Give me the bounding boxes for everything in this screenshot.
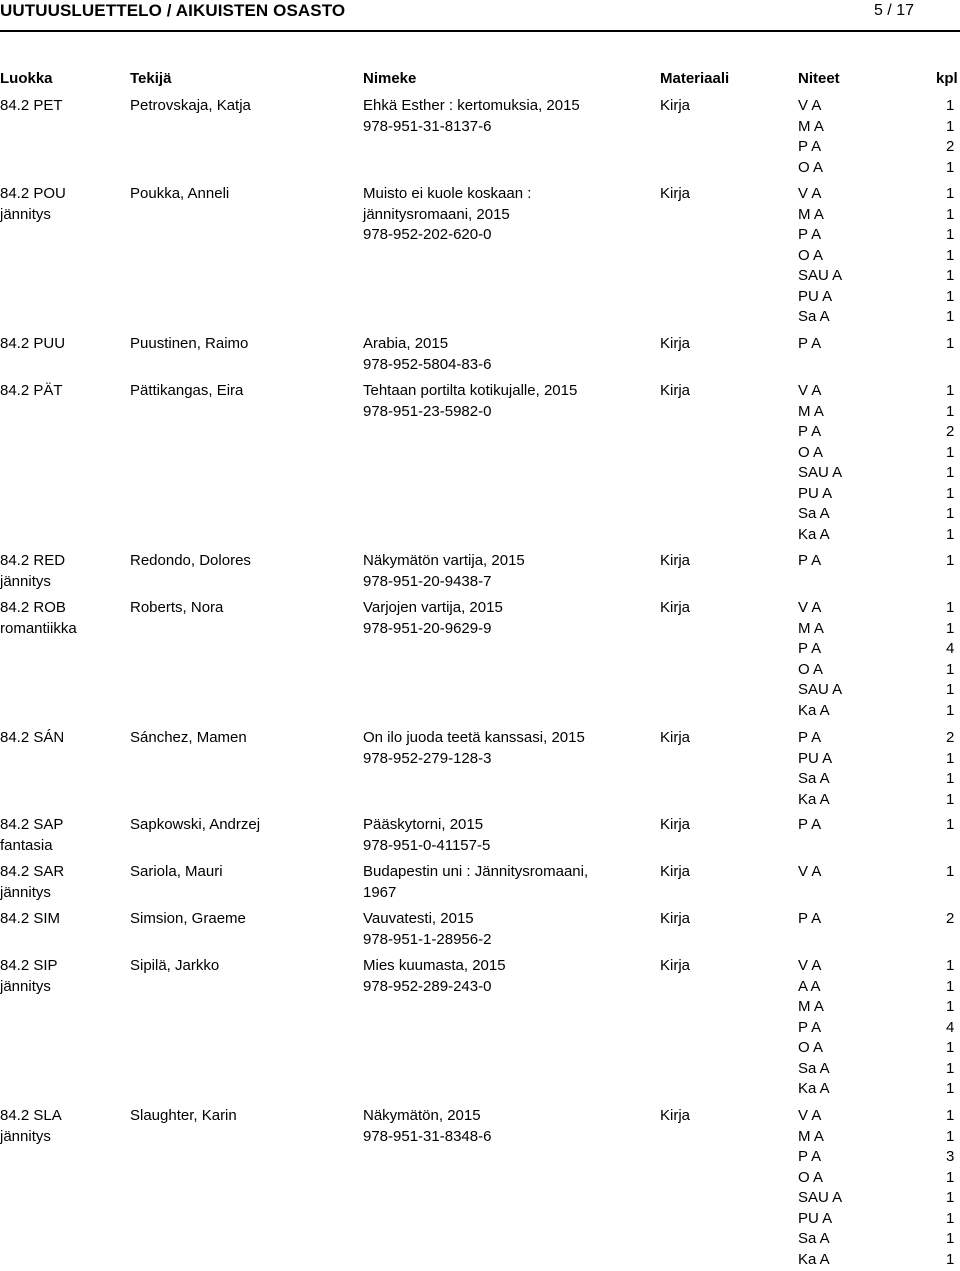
entry-luokka bbox=[0, 334, 125, 355]
copy-location: Ka A bbox=[798, 1250, 830, 1268]
luokka-line: jännitys bbox=[0, 883, 51, 901]
copy-count: 2 bbox=[946, 138, 955, 155]
copy-count: 1 bbox=[946, 1230, 955, 1247]
copy-location: P A bbox=[798, 816, 822, 833]
copy-count: 1 bbox=[946, 464, 955, 481]
copy-row bbox=[798, 1079, 958, 1100]
entry-author bbox=[130, 815, 355, 836]
copy-row bbox=[798, 443, 958, 464]
entry-author bbox=[130, 96, 355, 117]
copy-location: V A bbox=[798, 599, 822, 616]
copy-row bbox=[798, 117, 958, 138]
title-line: Budapestin uni : Jännitysromaani, bbox=[363, 863, 589, 880]
copy-row bbox=[798, 1229, 958, 1250]
copy-row bbox=[798, 334, 958, 355]
material-type: Kirja bbox=[660, 599, 691, 616]
title-line: Ehkä Esther : kertomuksia, 2015 bbox=[363, 97, 580, 114]
entry-author bbox=[130, 598, 355, 619]
entry-material bbox=[660, 862, 780, 883]
copy-location: O A bbox=[798, 246, 824, 264]
copy-count: 1 bbox=[946, 770, 955, 787]
entry-luokka bbox=[0, 815, 125, 856]
copy-location: P A bbox=[798, 335, 822, 352]
entry-copies bbox=[798, 728, 958, 810]
copy-row bbox=[798, 680, 958, 701]
copy-count: 1 bbox=[946, 998, 955, 1015]
column-header-nimeke: Nimeke bbox=[363, 70, 417, 87]
copy-location: M A bbox=[798, 402, 824, 420]
entry-title bbox=[363, 956, 653, 997]
copy-count: 1 bbox=[946, 552, 955, 569]
copy-count: 1 bbox=[946, 402, 955, 420]
copy-count: 1 bbox=[946, 505, 955, 522]
copy-location: Sa A bbox=[798, 505, 830, 522]
title-line: 978-952-279-128-3 bbox=[363, 749, 492, 767]
copy-row bbox=[798, 287, 958, 308]
page-current: 5 bbox=[873, 2, 883, 19]
copy-count: 2 bbox=[946, 423, 955, 440]
page-number bbox=[874, 2, 914, 20]
copy-count: 1 bbox=[946, 790, 955, 808]
copy-row bbox=[798, 660, 958, 681]
copy-row bbox=[798, 1018, 958, 1039]
copy-location: P A bbox=[798, 226, 822, 243]
copy-row bbox=[798, 619, 958, 640]
copy-count: 1 bbox=[946, 382, 955, 399]
entry-title bbox=[363, 334, 653, 375]
entry-title bbox=[363, 862, 653, 903]
copy-location: Sa A bbox=[798, 1230, 830, 1247]
entry-material bbox=[660, 598, 780, 619]
copy-count: 1 bbox=[946, 97, 955, 114]
copy-row bbox=[798, 246, 958, 267]
copy-row bbox=[798, 790, 958, 811]
column-header-kpl: kpl bbox=[936, 70, 958, 87]
copy-count: 1 bbox=[946, 681, 955, 698]
luokka-line: 84.2 SAR bbox=[0, 863, 65, 880]
copy-row bbox=[798, 184, 958, 205]
copy-count: 1 bbox=[946, 660, 955, 678]
entry-author bbox=[130, 862, 355, 883]
entry-title bbox=[363, 598, 653, 639]
entry-copies bbox=[798, 184, 958, 328]
entry-material bbox=[660, 1106, 780, 1127]
title-line: Vauvatesti, 2015 bbox=[363, 910, 474, 927]
author-name: Pättikangas, Eira bbox=[130, 382, 244, 399]
copy-count: 1 bbox=[946, 1080, 955, 1097]
copy-location: Ka A bbox=[798, 1080, 830, 1097]
entry-copies bbox=[798, 956, 958, 1100]
copy-row bbox=[798, 158, 958, 179]
title-line: Arabia, 2015 bbox=[363, 335, 449, 352]
title-line: 978-951-31-8137-6 bbox=[363, 117, 492, 135]
copy-count: 1 bbox=[946, 619, 955, 637]
author-name: Poukka, Anneli bbox=[130, 185, 230, 202]
entry-luokka bbox=[0, 598, 125, 639]
copy-location: PU A bbox=[798, 484, 833, 502]
copy-count: 1 bbox=[946, 117, 955, 135]
author-name: Sariola, Mauri bbox=[130, 863, 223, 880]
entry-author bbox=[130, 728, 355, 749]
title-line: 978-951-23-5982-0 bbox=[363, 402, 492, 420]
copy-location: V A bbox=[798, 957, 822, 974]
copy-row bbox=[798, 1188, 958, 1209]
copy-location: O A bbox=[798, 1039, 824, 1056]
entry-material bbox=[660, 956, 780, 977]
copy-count: 1 bbox=[946, 1127, 955, 1145]
header-rule bbox=[0, 30, 960, 32]
title-line: 978-952-202-620-0 bbox=[363, 226, 492, 243]
copy-row bbox=[798, 1059, 958, 1080]
entry-copies bbox=[798, 551, 958, 572]
entry-title bbox=[363, 815, 653, 856]
entry-author bbox=[130, 334, 355, 355]
author-name: Sánchez, Mamen bbox=[130, 729, 247, 746]
copy-count: 4 bbox=[946, 1018, 955, 1036]
copy-row bbox=[798, 402, 958, 423]
title-line: Näkymätön vartija, 2015 bbox=[363, 552, 525, 569]
copy-row bbox=[798, 484, 958, 505]
title-line: Näkymätön, 2015 bbox=[363, 1107, 481, 1124]
copy-location: P A bbox=[798, 423, 822, 440]
entry-author bbox=[130, 956, 355, 977]
material-type: Kirja bbox=[660, 335, 691, 352]
entry-title bbox=[363, 381, 653, 422]
page-total: 17 bbox=[896, 2, 914, 19]
copy-location: Ka A bbox=[798, 790, 830, 808]
entry-title bbox=[363, 184, 653, 246]
entry-author bbox=[130, 381, 355, 402]
copy-row bbox=[798, 551, 958, 572]
title-line: Varjojen vartija, 2015 bbox=[363, 599, 503, 616]
copy-location: M A bbox=[798, 1127, 824, 1145]
copy-count: 1 bbox=[946, 287, 955, 305]
entry-author bbox=[130, 909, 355, 930]
luokka-line: romantiikka bbox=[0, 619, 77, 637]
luokka-line: 84.2 SAP bbox=[0, 816, 64, 833]
luokka-line: 84.2 POU bbox=[0, 185, 66, 202]
title-line: 1967 bbox=[363, 883, 397, 901]
entry-material bbox=[660, 728, 780, 749]
entry-copies bbox=[798, 334, 958, 355]
copy-count: 1 bbox=[946, 308, 955, 325]
entry-luokka bbox=[0, 381, 125, 402]
copy-row bbox=[798, 96, 958, 117]
copy-count: 1 bbox=[946, 1059, 955, 1077]
title-line: Muisto ei kuole koskaan : bbox=[363, 185, 532, 202]
copy-count: 1 bbox=[946, 185, 955, 202]
copy-location: SAU A bbox=[798, 681, 843, 698]
luokka-line: jännitys bbox=[0, 977, 51, 995]
copy-count: 1 bbox=[946, 335, 955, 352]
luokka-line: 84.2 SIM bbox=[0, 910, 61, 927]
copy-count: 1 bbox=[946, 977, 955, 995]
entry-author bbox=[130, 184, 355, 205]
copy-location: Sa A bbox=[798, 308, 830, 325]
entry-copies bbox=[798, 815, 958, 836]
copy-row bbox=[798, 909, 958, 930]
copy-row bbox=[798, 1106, 958, 1127]
entry-luokka bbox=[0, 862, 125, 903]
title-line: 978-951-31-8348-6 bbox=[363, 1127, 492, 1145]
author-name: Simsion, Graeme bbox=[130, 910, 246, 927]
copy-row bbox=[798, 525, 958, 546]
entry-material bbox=[660, 334, 780, 355]
title-line: 978-952-289-243-0 bbox=[363, 977, 492, 995]
copy-row bbox=[798, 977, 958, 998]
author-name: Sapkowski, Andrzej bbox=[130, 816, 261, 833]
entry-material bbox=[660, 909, 780, 930]
copy-count: 1 bbox=[946, 599, 955, 616]
material-type: Kirja bbox=[660, 1107, 691, 1124]
luokka-line: 84.2 ROB bbox=[0, 599, 66, 616]
copy-location: V A bbox=[798, 185, 822, 202]
entry-copies bbox=[798, 862, 958, 883]
copy-location: P A bbox=[798, 1018, 822, 1036]
copy-row bbox=[798, 598, 958, 619]
entry-luokka bbox=[0, 184, 125, 225]
entry-luokka bbox=[0, 551, 125, 592]
copy-count: 1 bbox=[946, 749, 955, 767]
copy-count: 1 bbox=[946, 701, 955, 719]
title-line: 978-951-20-9629-9 bbox=[363, 619, 492, 637]
copy-count: 1 bbox=[946, 205, 955, 223]
copy-count: 1 bbox=[946, 1168, 955, 1186]
title-line: 978-951-1-28956-2 bbox=[363, 930, 492, 948]
material-type: Kirja bbox=[660, 729, 691, 746]
material-type: Kirja bbox=[660, 816, 691, 833]
copy-row bbox=[798, 1168, 958, 1189]
copy-location: SAU A bbox=[798, 267, 843, 284]
column-header-materiaali: Materiaali bbox=[660, 70, 730, 87]
luokka-line: fantasia bbox=[0, 836, 53, 854]
entry-title bbox=[363, 909, 653, 950]
entry-copies bbox=[798, 96, 958, 178]
copy-row bbox=[798, 1209, 958, 1230]
entry-luokka bbox=[0, 1106, 125, 1147]
copy-location: O A bbox=[798, 660, 824, 678]
copy-location: M A bbox=[798, 619, 824, 637]
entry-title bbox=[363, 728, 653, 769]
copy-row bbox=[798, 225, 958, 246]
entry-luokka bbox=[0, 909, 125, 930]
copy-location: Ka A bbox=[798, 525, 830, 543]
entry-luokka bbox=[0, 728, 125, 749]
luokka-line: 84.2 PUU bbox=[0, 335, 66, 352]
title-line: 978-951-20-9438-7 bbox=[363, 572, 492, 590]
copy-row bbox=[798, 815, 958, 836]
copy-location: Sa A bbox=[798, 1059, 830, 1077]
copy-row bbox=[798, 1147, 958, 1168]
copy-count: 1 bbox=[946, 484, 955, 502]
entry-title bbox=[363, 551, 653, 592]
entry-material bbox=[660, 96, 780, 117]
luokka-line: 84.2 RED bbox=[0, 552, 66, 569]
copy-count: 1 bbox=[946, 1107, 955, 1124]
copy-count: 1 bbox=[946, 1189, 955, 1206]
luokka-line: jännitys bbox=[0, 205, 51, 223]
copy-count: 4 bbox=[946, 640, 955, 657]
title-line: 978-952-5804-83-6 bbox=[363, 355, 492, 373]
copy-row bbox=[798, 463, 958, 484]
copy-row bbox=[798, 1127, 958, 1148]
copy-count: 1 bbox=[946, 158, 955, 176]
copy-row bbox=[798, 728, 958, 749]
copy-location: M A bbox=[798, 205, 824, 223]
material-type: Kirja bbox=[660, 185, 691, 202]
copy-count: 2 bbox=[946, 910, 955, 927]
copy-row bbox=[798, 307, 958, 328]
copy-row bbox=[798, 1038, 958, 1059]
copy-location: P A bbox=[798, 640, 822, 657]
entry-title bbox=[363, 1106, 653, 1147]
copy-row bbox=[798, 1250, 958, 1271]
luokka-line: 84.2 SÁN bbox=[0, 729, 65, 746]
page-title: UUTUUSLUETTELO / AIKUISTEN OSASTO bbox=[0, 1, 346, 20]
copy-count: 3 bbox=[946, 1148, 955, 1165]
copy-count: 1 bbox=[946, 1209, 955, 1227]
copy-location: PU A bbox=[798, 749, 833, 767]
entry-luokka bbox=[0, 96, 125, 117]
entry-author bbox=[130, 1106, 355, 1127]
title-line: Pääskytorni, 2015 bbox=[363, 816, 484, 833]
entry-title bbox=[363, 96, 653, 137]
luokka-line: 84.2 SIP bbox=[0, 957, 58, 974]
copy-count: 1 bbox=[946, 226, 955, 243]
luokka-line: jännitys bbox=[0, 1127, 51, 1145]
copy-location: P A bbox=[798, 138, 822, 155]
copy-row bbox=[798, 862, 958, 883]
copy-count: 1 bbox=[946, 246, 955, 264]
copy-row bbox=[798, 381, 958, 402]
copy-row bbox=[798, 956, 958, 977]
copy-location: V A bbox=[798, 382, 822, 399]
copy-row bbox=[798, 701, 958, 722]
column-header-niteet: Niteet bbox=[798, 70, 840, 87]
luokka-line: 84.2 PÄT bbox=[0, 382, 63, 399]
copy-location: A A bbox=[798, 977, 821, 995]
copy-row bbox=[798, 504, 958, 525]
author-name: Roberts, Nora bbox=[130, 599, 224, 616]
copy-row bbox=[798, 769, 958, 790]
copy-row bbox=[798, 997, 958, 1018]
luokka-line: 84.2 SLA bbox=[0, 1107, 62, 1124]
entry-copies bbox=[798, 1106, 958, 1270]
copy-location: V A bbox=[798, 97, 822, 114]
copy-location: SAU A bbox=[798, 464, 843, 481]
copy-location: O A bbox=[798, 158, 824, 176]
author-name: Sipilä, Jarkko bbox=[130, 957, 220, 974]
copy-location: Sa A bbox=[798, 770, 830, 787]
copy-row bbox=[798, 205, 958, 226]
entry-material bbox=[660, 381, 780, 402]
copy-location: PU A bbox=[798, 1209, 833, 1227]
copy-location: O A bbox=[798, 443, 824, 461]
entry-material bbox=[660, 184, 780, 205]
author-name: Puustinen, Raimo bbox=[130, 335, 249, 352]
luokka-line: jännitys bbox=[0, 572, 51, 590]
author-name: Redondo, Dolores bbox=[130, 552, 251, 569]
title-line: On ilo juoda teetä kanssasi, 2015 bbox=[363, 729, 585, 746]
page-separator: / bbox=[887, 2, 892, 19]
copy-count: 1 bbox=[946, 1250, 955, 1268]
copy-location: P A bbox=[798, 729, 822, 746]
column-header-tekija: Tekijä bbox=[130, 70, 172, 87]
material-type: Kirja bbox=[660, 97, 691, 114]
copy-row bbox=[798, 137, 958, 158]
copy-location: P A bbox=[798, 552, 822, 569]
copy-row bbox=[798, 422, 958, 443]
copy-location: M A bbox=[798, 998, 824, 1015]
column-header-luokka: Luokka bbox=[0, 70, 53, 87]
copy-location: M A bbox=[798, 117, 824, 135]
entry-copies bbox=[798, 598, 958, 721]
copy-count: 1 bbox=[946, 957, 955, 974]
material-type: Kirja bbox=[660, 910, 691, 927]
author-name: Slaughter, Karin bbox=[130, 1107, 237, 1124]
copy-count: 1 bbox=[946, 443, 955, 461]
title-line: 978-951-0-41157-5 bbox=[363, 836, 491, 854]
copy-count: 1 bbox=[946, 1039, 955, 1056]
material-type: Kirja bbox=[660, 382, 691, 399]
entry-material bbox=[660, 551, 780, 572]
title-line: Tehtaan portilta kotikujalle, 2015 bbox=[363, 382, 578, 399]
copy-count: 2 bbox=[946, 729, 955, 746]
material-type: Kirja bbox=[660, 863, 691, 880]
copy-row bbox=[798, 749, 958, 770]
copy-location: V A bbox=[798, 1107, 822, 1124]
title-line: Mies kuumasta, 2015 bbox=[363, 957, 506, 974]
copy-location: P A bbox=[798, 910, 822, 927]
copy-location: SAU A bbox=[798, 1189, 843, 1206]
luokka-line: 84.2 PET bbox=[0, 97, 63, 114]
entry-copies bbox=[798, 381, 958, 545]
entry-luokka bbox=[0, 956, 125, 997]
copy-location: P A bbox=[798, 1148, 822, 1165]
entry-material bbox=[660, 815, 780, 836]
copy-location: PU A bbox=[798, 287, 833, 305]
copy-location: V A bbox=[798, 863, 822, 880]
entry-copies bbox=[798, 909, 958, 930]
copy-count: 1 bbox=[946, 525, 955, 543]
material-type: Kirja bbox=[660, 552, 691, 569]
material-type: Kirja bbox=[660, 957, 691, 974]
copy-row bbox=[798, 266, 958, 287]
copy-count: 1 bbox=[946, 863, 955, 880]
author-name: Petrovskaja, Katja bbox=[130, 97, 251, 114]
title-line: jännitysromaani, 2015 bbox=[363, 205, 510, 223]
copy-count: 1 bbox=[946, 816, 955, 833]
copy-count: 1 bbox=[946, 267, 955, 284]
copy-location: Ka A bbox=[798, 701, 830, 719]
copy-location: O A bbox=[798, 1168, 824, 1186]
entry-author bbox=[130, 551, 355, 572]
copy-row bbox=[798, 639, 958, 660]
